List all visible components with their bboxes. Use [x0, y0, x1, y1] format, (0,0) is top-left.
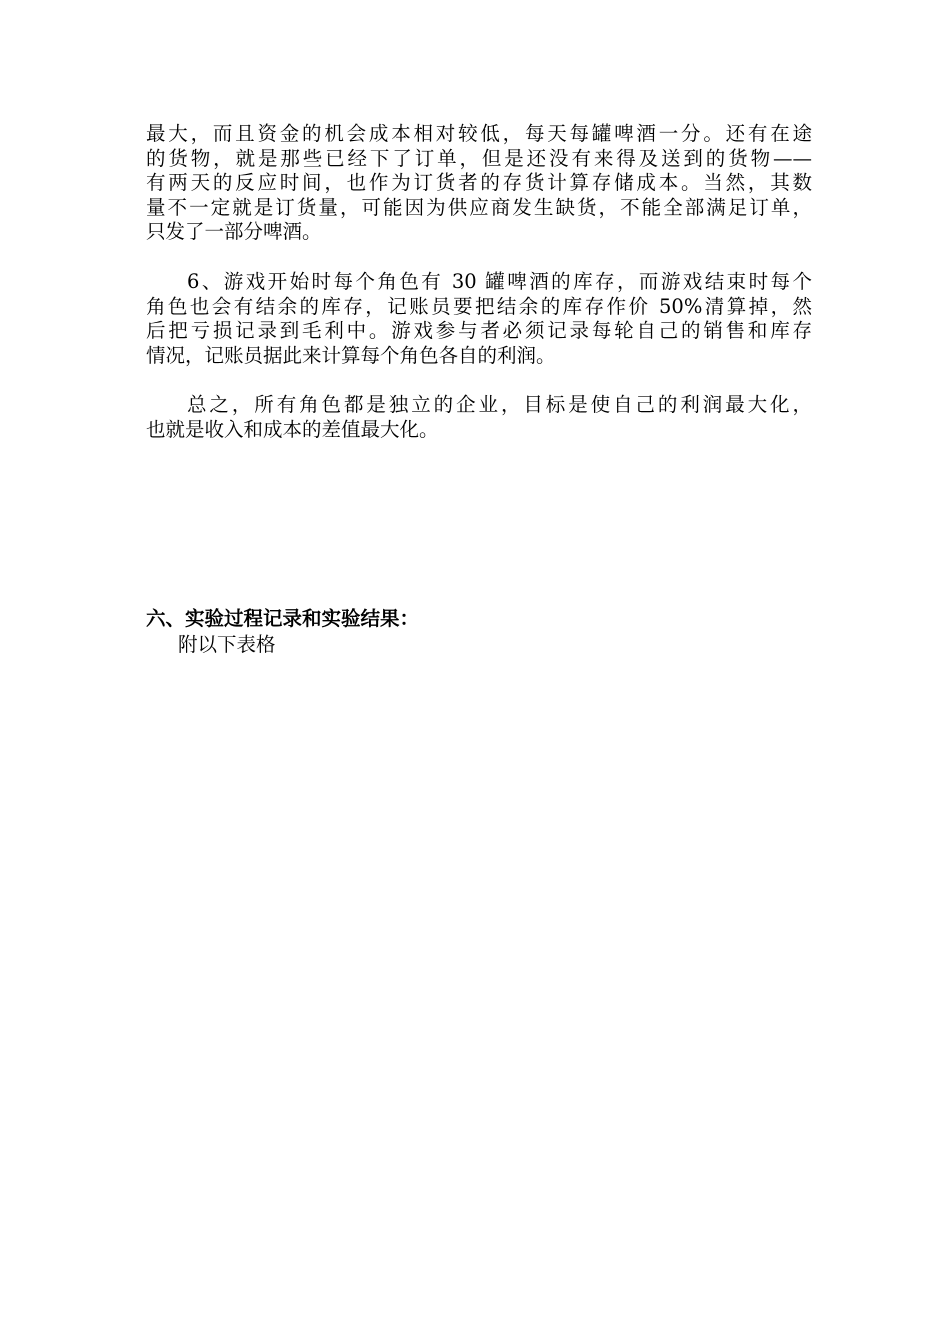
- text-line: 6、游戏开始时每个角色有 30 罐啤酒的库存，而游戏结束时每个: [187, 270, 812, 293]
- text-line: 有两天的反应时间，也作为订货者的存货计算存储成本。当然，其数: [146, 171, 812, 194]
- text-line: 只发了一部分啤酒。: [146, 220, 322, 243]
- text-line: 后把亏损记录到毛利中。游戏参与者必须记录每轮自己的销售和库存: [146, 319, 812, 342]
- text-line: 最大，而且资金的机会成本相对较低，每天每罐啤酒一分。还有在途: [146, 122, 812, 145]
- paragraph-summary: [146, 393, 812, 442]
- paragraph-storage-cost: [146, 122, 812, 245]
- text-line: 的货物，就是那些已经下了订单，但是还没有来得及送到的货物——: [146, 146, 812, 170]
- section-note: 附以下表格: [178, 633, 276, 656]
- section-heading: 六、实验过程记录和实验结果：: [146, 607, 420, 630]
- text-line: 情况，记账员据此来计算每个角色各自的利润。: [146, 343, 556, 367]
- text-line: 也就是收入和成本的差值最大化。: [146, 417, 439, 441]
- text-line: 总之，所有角色都是独立的企业，目标是使自己的利润最大化，: [187, 393, 812, 416]
- text-line: 角色也会有结余的库存，记账员要把结余的库存作价 50%清算掉，然: [146, 294, 812, 318]
- text-line: 量不一定就是订货量，可能因为供应商发生缺货，不能全部满足订单，: [146, 195, 812, 219]
- paragraph-initial-inventory: [146, 270, 812, 368]
